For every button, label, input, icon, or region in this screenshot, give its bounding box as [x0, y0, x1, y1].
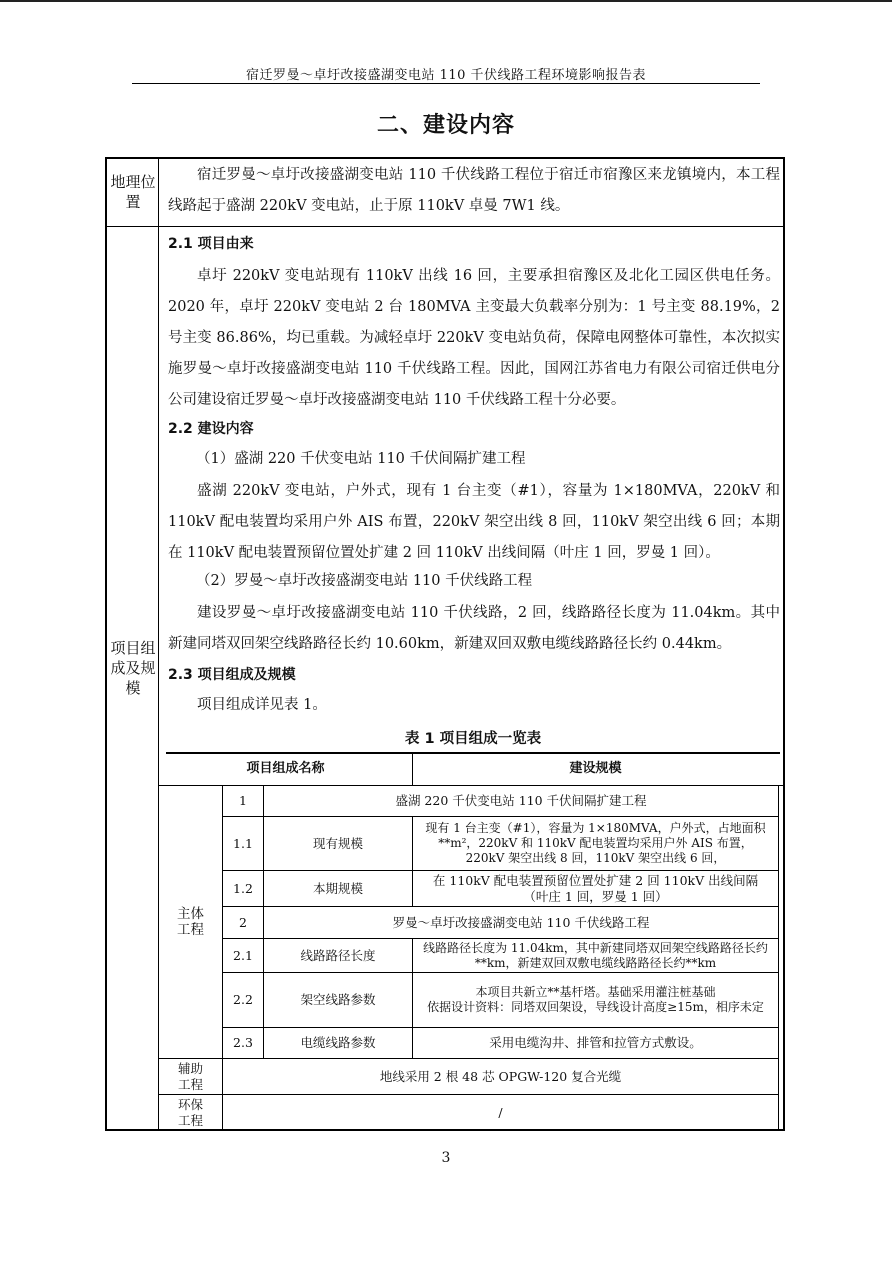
row-name: 现有规模 — [312, 835, 363, 851]
section-2-1-text: 卓圩 220kV 变电站现有 110kV 出线 16 回，主要承担宿豫区及北化工园区供电任务。2020 年，卓圩 220kV 变电站 2 台 180MVA 主变最大负载率分别为：1 号主变 88.19%，2 号主变 86.86%，均已重载。为减轻卓圩 220kV 变电站负荷，保障电网整体可靠性，本次拟实施罗曼～卓圩改接盛湖变电站 110 千伏线路工程。因此，国网江苏省电力有限公司宿迁供电分公司建设宿迁罗曼～卓圩改接盛湖变电站 110 千伏线路工程十分必要。 — [168, 268, 780, 408]
table-title: 表 1 项目组成一览表 — [404, 731, 542, 747]
row-number: 2.2 — [233, 992, 253, 1007]
table-right-border — [778, 785, 779, 1131]
page-number: 3 — [441, 1150, 451, 1166]
row-content: 在 110kV 配电装置预留位置处扩建 2 回 110kV 出线间隔（叶庄 1 回，罗曼 1 回） — [432, 872, 759, 904]
main-works-label: 主体工程 — [177, 906, 204, 938]
section-2-2-item-1-text: 盛湖 220kV 变电站，户外式，现有 1 台主变（#1），容量为 1×180MVA，220kV 和 110kV 配电装置均采用户外 AIS 布置，220kV 架空出线 8 回，110kV 架空出线 6 回；本期在 110kV 配电装置预留位置处扩建 2 回 110kV 出线间隔（叶庄 1 回，罗曼 1 回）。 — [168, 483, 780, 561]
row-number: 2.3 — [233, 1035, 253, 1050]
row-content: 现有 1 台主变（#1），容量为 1×180MVA，户外式，占地面积**m²，220kV 和 110kV 配电装置均采用户外 AIS 布置，220kV 架空出线 8 回，110kV 架空出线 6 回， — [425, 821, 766, 865]
header-rule — [132, 83, 760, 84]
row-content: 罗曼～卓圩改接盛湖变电站 110 千伏线路工程 — [392, 914, 650, 930]
aux-works-label: 辅助工程 — [177, 1060, 203, 1092]
row-name: 线路路径长度 — [300, 947, 376, 963]
col-header-name: 项目组成名称 — [246, 761, 325, 776]
row-content: 采用电缆沟井、排管和拉管方式敷设。 — [489, 1035, 702, 1050]
row-content: 盛湖 220 千伏变电站 110 千伏间隔扩建工程 — [395, 793, 647, 808]
section-2-2-item-2-text: 建设罗曼～卓圩改接盛湖变电站 110 千伏线路，2 回，线路路径长度为 11.04km。其中新建同塔双回架空线路路径长约 10.60km，新建双回双敷电缆线路路径长约 0.44km。 — [168, 605, 780, 652]
row-name: 本期规模 — [312, 880, 363, 896]
col-header-scale: 建设规模 — [569, 761, 622, 776]
geo-label: 地理位置 — [110, 173, 156, 211]
row-number: 1 — [239, 793, 247, 808]
row-content: 线路路径长度为 11.04km，其中新建同塔双回架空线路路径长约**km，新建双回双敷电缆线路路径长约**km — [423, 940, 768, 970]
section-2-2-item-2: （2）罗曼～卓圩改接盛湖变电站 110 千伏线路工程 — [196, 573, 533, 589]
row-number: 1.1 — [233, 835, 253, 851]
row-content: 本项目共新立**基杆塔。基础采用灌注桩基础 依据设计资料：同塔双回架设，导线设计高度≥15m，相序未定 — [427, 985, 764, 1014]
aux-works-content: 地线采用 2 根 48 芯 OPGW-120 复合光缆 — [379, 1068, 622, 1084]
section-2-3-heading: 2.3 项目组成及规模 — [168, 667, 296, 683]
env-works-content: / — [498, 1105, 503, 1120]
section-2-3-text: 项目组成详见表 1。 — [197, 697, 327, 713]
top-border — [0, 0, 892, 2]
row-name: 电缆线路参数 — [300, 1035, 376, 1050]
section-2-1-heading: 2.1 项目由来 — [168, 236, 254, 252]
project-label: 项目组成及规模 — [110, 639, 156, 697]
section-title: 二、建设内容 — [376, 113, 515, 138]
section-2-2-item-1: （1）盛湖 220 千伏变电站 110 千伏间隔扩建工程 — [196, 451, 526, 467]
geo-text: 宿迁罗曼～卓圩改接盛湖变电站 110 千伏线路工程位于宿迁市宿豫区来龙镇境内，本工程线路起于盛湖 220kV 变电站，止于原 110kV 卓曼 7W1 线。 — [168, 167, 780, 214]
row-divider — [106, 226, 785, 227]
env-works-label: 环保工程 — [177, 1097, 203, 1128]
section-2-2-heading: 2.2 建设内容 — [168, 421, 254, 437]
row-name: 架空线路参数 — [300, 992, 376, 1007]
row-number: 2.1 — [233, 947, 253, 963]
row-number: 2 — [239, 914, 247, 930]
running-header: 宿迁罗曼～卓圩改接盛湖变电站 110 千伏线路工程环境影响报告表 — [245, 68, 647, 83]
row-number: 1.2 — [233, 880, 253, 896]
